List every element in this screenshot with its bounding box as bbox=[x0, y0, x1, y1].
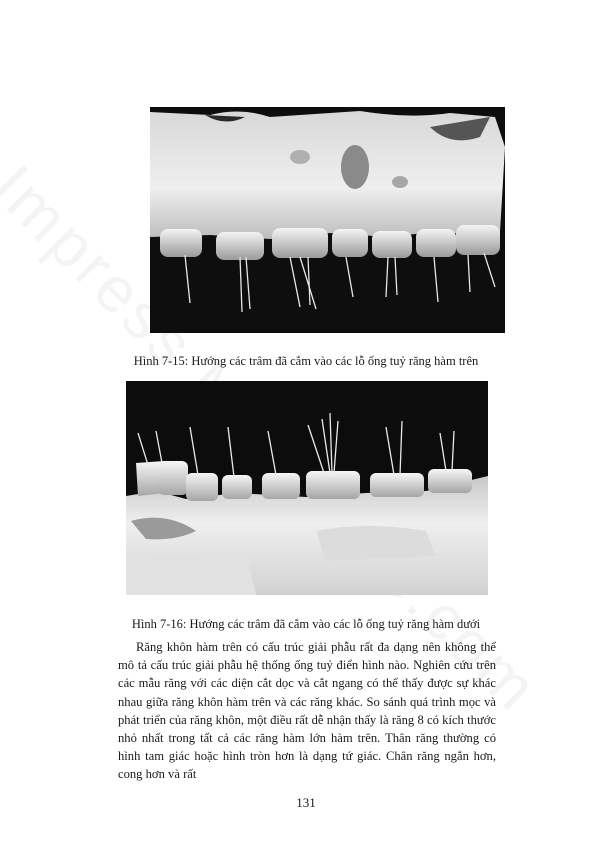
figure-7-16-caption: Hình 7-16: Hướng các trâm đã cắm vào các lỗ ống tuỷ răng hàm dưới bbox=[131, 617, 481, 631]
page-number: 131 bbox=[296, 795, 316, 810]
body-paragraph: Răng khôn hàm trên có cấu trúc giải phẫu rất đa dạng nên không thể mô tả cấu trúc giải phẫu hệ thống ống tuỷ điển hình nào. Nghiên cứu trên các mẫu răng với các diện cắt dọc và cắt ngang có thể thấy được sự khác nhau giữa răng khôn hàm trên và các răng khác. So sánh quá trình mọc và phát triển của răng khôn, một điều rất dễ nhận thấy là răng 8 có kích thước nhỏ nhất trong tất cả các răng hàm lớn hàm trên. Thân răng thường có hình tam giác hoặc hình tròn hơn là dạng tứ giác. Chân răng ngắn hơn, cong hơn và rất bbox=[118, 640, 496, 782]
figure-7-15-photo bbox=[150, 107, 505, 333]
figure-7-16-photo bbox=[126, 381, 488, 595]
figure-7-15-caption: Hình 7-15: Hướng các trâm đã cắm vào các lỗ ống tuỷ răng hàm trên bbox=[133, 354, 479, 368]
